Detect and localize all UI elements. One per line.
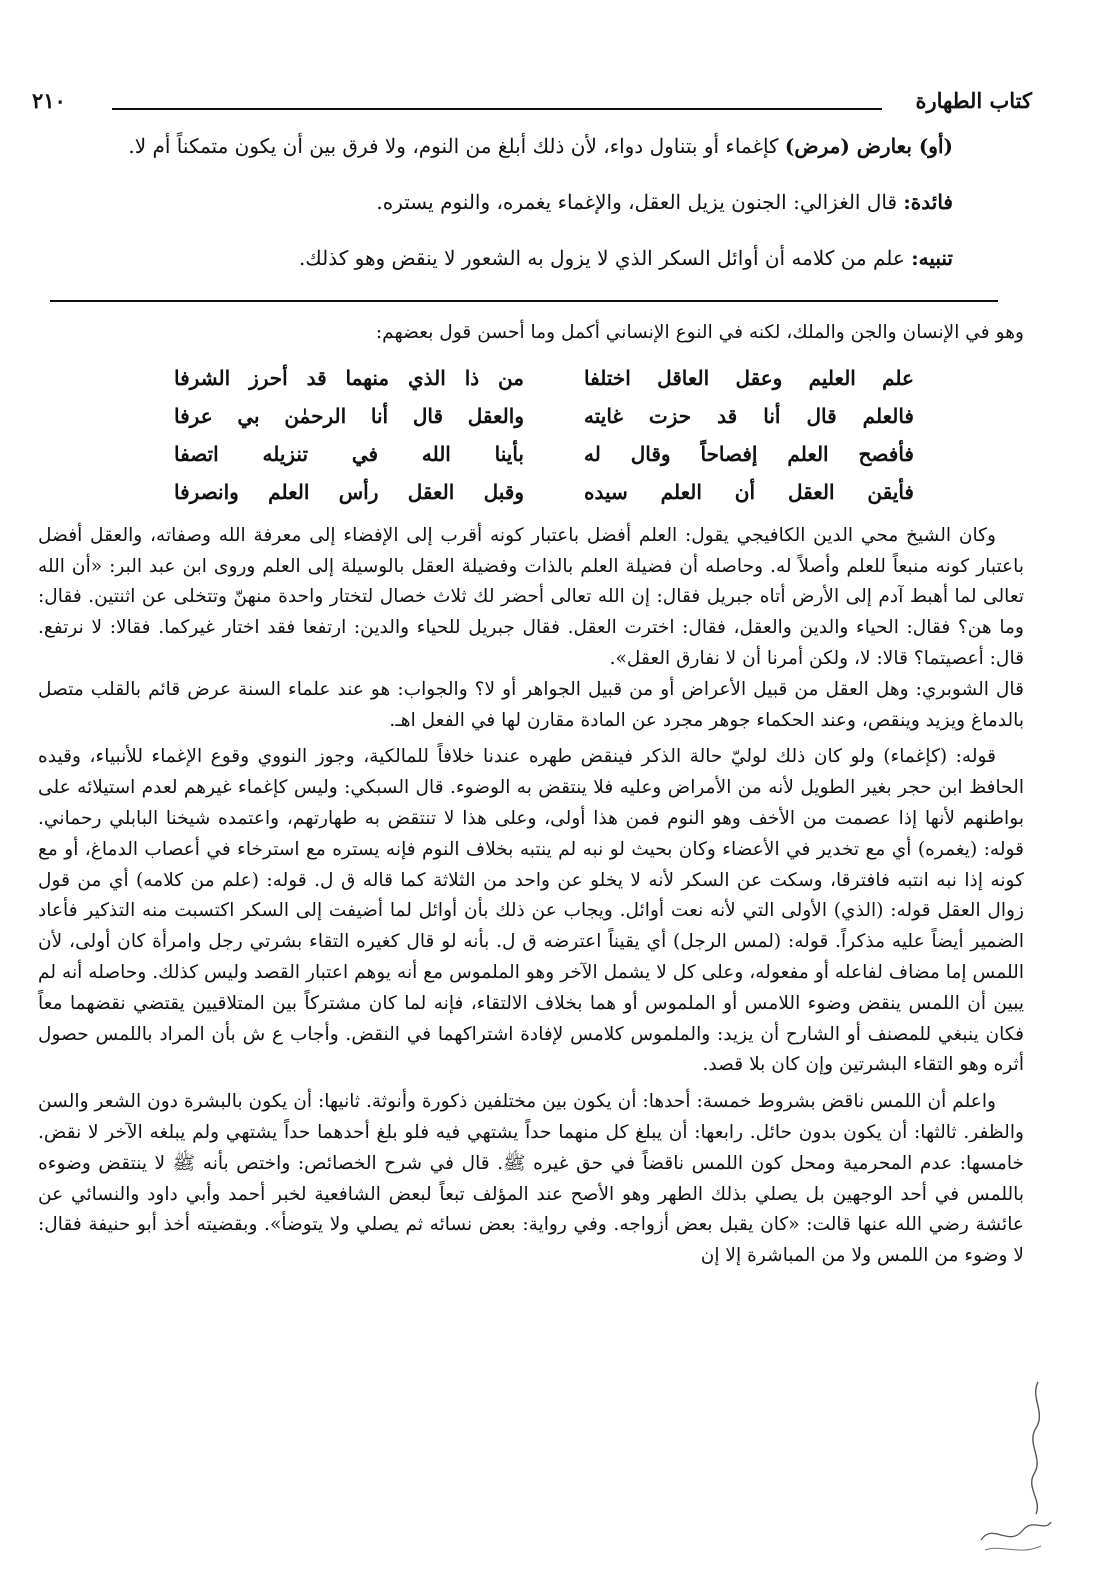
verse-first-hemistich: فالعلم قال أنا قد حزت غايته [584,403,914,428]
verse-second-hemistich: من ذا الذي منهما قد أحرز الشرفا [174,365,524,390]
verse-first-hemistich: فأفصح العلم إفصاحاً وقال له [584,441,914,466]
main-paragraph [95,128,953,164]
poem [38,359,1024,511]
corner-doodle [975,1500,1055,1560]
commentary-paragraph-lams-conditions: واعلم أن اللمس ناقض بشروط خمسة: أحدها: أن يكون بين مختلفين ذكورة وأنوثة. ثانيها: أن يكون بالبشرة دون الشعر والسن والظفر. ثالثها: أن يكون بدون حائل. رابعها: أن يبلغ كل منهما حداً يشتهي فيه فلو بلغ أحدهما حداً يشتهي ولم يبلغه الآخر لا نقض. خامسها: عدم المحرمية ومحل كون اللمس ناقضاً في حق غيره ﷺ. قال في شرح الخصائص: واختص بأنه ﷺ لا ينتقض وضوءه باللمس في أحد الوجهين بل يصلي بذلك الطهر وهو الأصح عند المؤلف تبعاً لبعض الشافعية لخبر أحمد وأبي داود والنسائي عن عائشة رضي الله عنها قالت: «كان يقبل بعض أزواجه. وفي رواية: بعض نسائه ثم يصلي ولا يتوضأ». وبقضيته أخذ أبو حنيفة فقال: لا وضوء من اللمس ولا من المباشرة إلا إن [38,1091,1024,1267]
main-keyword: (أو) بعارض (مرض) [784,134,953,158]
commentary-paragraph-kafiji: وكان الشيخ محي الدين الكافيجي يقول: العلم أفضل باعتبار كونه أقرب إلى الإفضاء إلى معرفة الله وصفاته، والعقل أفضل باعتبار كونه منبعاً للعلم وأصلاً له. وحاصله أن فضيلة العلم بالذات وفضيلة العقل بالوسيلة إلى العلم وروى ابن عبد البر: «أن الله تعالى لما أهبط آدم إلى الأرض أتاه جبريل فقال: إن الله تعالى أحضر لك ثلاث خصال لتختار واحدة منهنّ وتتخلى عن اثنتين. فقال: وما هن؟ فقال: الحياء والدين والعقل، فقال: اخترت العقل. فقال جبريل للحياء والدين: ارتفعا فقد اختار غيركما. فقالا: لا نرتفع. قال: أعصيتما؟ قالا: لا، ولكن أمرنا أن لا نفارق العقل». [38,524,1024,669]
verse-first-hemistich: فأيقن العقل أن العلم سيده [584,479,914,504]
verse-second-hemistich: بأينا الله في تنزيله اتصفا [174,441,524,466]
page-number: ٢١٠ [32,88,66,113]
poem-verse [38,397,1024,435]
commentary-paragraph-qawluhu: قوله: (كإغماء) ولو كان ذلك لوليّ حالة الذكر فينقض طهره عندنا خلافاً للمالكية، وجوز النووي وقوع الإغماء للأنبياء، وقيده الحافظ ابن حجر بغير الطويل لأنه من الأمراض وعليه فلا ينتقض به الوضوء. قال السبكي: وليس كإغماء غيرهم لعدم استيلائه على بواطنهم لأنها إذا عصمت من الأخف وهو النوم فمن هذا أولى، وعلى هذا لا تنتقض به طهارتهم، واعتمده شيخنا البابلي رحماني. قوله: (يغمره) أي مع تخدير في الأعضاء وكان بحيث لو نبه لم ينتبه بخلاف النوم فإنه يستره مع استرخاء في أعصاب الدماغ، أو مع كونه إذا نبه انتبه فافترقا، وسكت عن السكر لأنه لا يخلو عن واحد من الثلاثة كما قاله ق ل. قوله: (علم من كلامه) أي من قول زوال العقل قوله: (الذي) الأولى التي لأنه نعت أوائل. ويجاب عن ذلك بأن أوائل لما أضيفت إلى السكر اكتسبت منه التذكير فأعاد الضمير أيضاً عليه مذكراً. قوله: (لمس الرجل) أي يقيناً اعترضه ق ل. بأنه لو قال كغيره التقاء بشرتي رجل وامرأة كان أولى، لأن اللمس إما مضاف لفاعله أو مفعوله، وعلى كل لا يشمل الآخر وهو الملموس مع أنه يوهم اعتبار القصد وليس كذلك. وحاصله أنه لم يبين أن اللمس ينقض وضوء اللامس أو الملموس أو هما بخلاف الالتقاء، فإنه لما كان مشتركاً بين المتلاقيين يقتضي نقضهما معاً فكان ينبغي للمصنف أو الشارح أن يزيد: والملموس كلامس لإفادة اشتراكهما في النقض. وأجاب ع ش بأن المراد باللمس حصول أثره وهو التقاء البشرتين وإن كان بلا قصد. [38,746,1024,1076]
commentary-paragraph-shawbari: قال الشوبري: وهل العقل من قبيل الأعراض أو من قبيل الجواهر أو لا؟ والجواب: هو عند علماء السنة عرض قائم بالقلب متصل بالدماغ ويزيد وينقص، وعند الحكماء جوهر مجرد عن المادة مقارن لها في الفعل اهـ. [38,678,1024,731]
commentary [38,318,1024,1272]
poem-verse [38,435,1024,473]
margin-scribble [1016,1378,1056,1518]
poem-verse [38,359,1024,397]
main-text [95,128,953,296]
verse-first-hemistich: علم العليم وعقل العاقل اختلفا [584,365,914,390]
main-keyword: تنبيه: [911,246,953,270]
verse-second-hemistich: وقبل العقل رأس العلم وانصرفا [174,479,524,504]
section-separator [50,300,998,302]
main-paragraph [95,184,953,220]
main-text-body: كإغماء أو بتناول دواء، لأن ذلك أبلغ من النوم، ولا فرق بين أن يكون متمكناً أم لا. [128,134,785,158]
verse-second-hemistich: والعقل قال أنا الرحمٰن بي عرفا [174,403,524,428]
commentary-intro: وهو في الإنسان والجن والملك، لكنه في النوع الإنساني أكمل وما أحسن قول بعضهم: [375,322,1024,343]
main-paragraph [95,240,953,276]
main-text-body: علم من كلامه أن أوائل السكر الذي لا يزول به الشعور لا ينقض وهو كذلك. [298,246,912,270]
book-title: كتاب الطهارة [915,88,1032,113]
header-rule [112,108,882,110]
page-header [32,88,1032,118]
main-keyword: فائدة: [903,190,953,214]
poem-verse [38,473,1024,511]
main-text-body: قال الغزالي: الجنون يزيل العقل، والإغماء يغمره، والنوم يستره. [376,190,904,214]
